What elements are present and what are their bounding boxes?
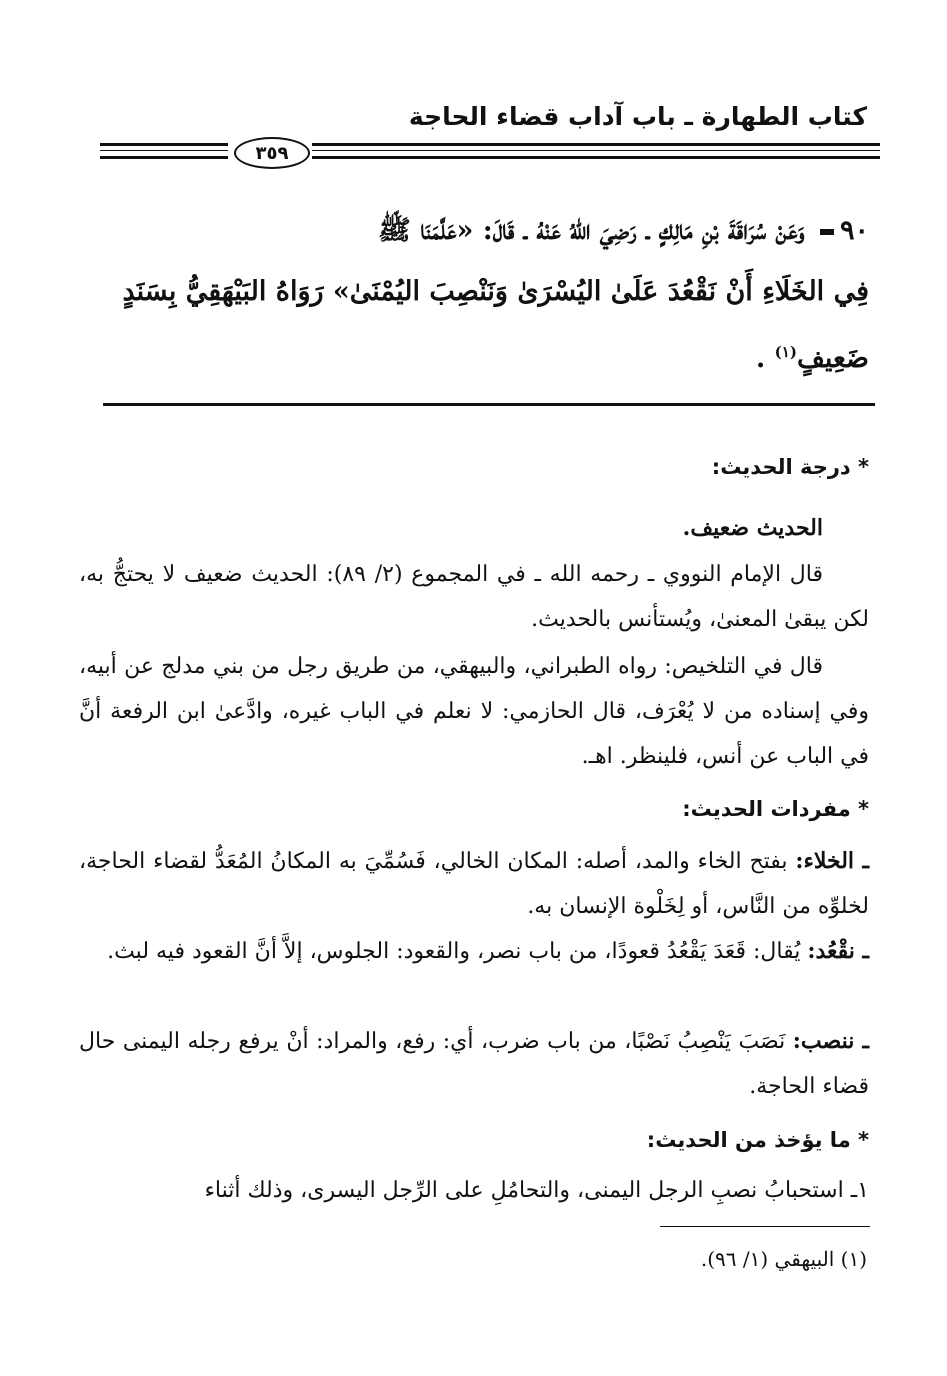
vocab-term: ـ الخلاء: (795, 848, 869, 874)
vocab-item-khala (79, 839, 869, 929)
grade-paragraph-1: قال الإمام النووي ـ رحمه الله ـ في المجموع (٢/ ٨٩): الحديث ضعيف لا يحتجُّ به، لكن يبقىٰ المعنىٰ، ويُستأنس بالحديث. (79, 562, 869, 632)
vocab-definition: نَصَبَ يَنْصِبُ نَصْبًا، من باب ضرب، أي: رفع، والمراد: أنْ يرفع رجله اليمنى حال قضاء الحاجة. (79, 1029, 869, 1099)
hadith-line-1 (69, 200, 869, 261)
page-number: ٣٥٩ (234, 137, 310, 169)
vocab-heading: * مفردات الحديث: (682, 797, 869, 821)
header-rule (100, 136, 880, 166)
running-title: كتاب الطهارة ـ باب آداب قضاء الحاجة (408, 102, 867, 131)
hadith-line-3 (69, 322, 869, 389)
hadith-text-line-3: ضَعِيفٍ (796, 343, 869, 374)
lessons-heading: * ما يؤخذ من الحديث: (646, 1128, 869, 1152)
vocab-definition: يُقال: قَعَدَ يَقْعُدُ قعودًا، من باب نصر، والقعود: الجلوس، إلاَّ أنَّ القعود فيه لبث. (107, 939, 808, 964)
hadith-text-line-2: فِي الخَلَاءِ أَنْ نَقْعُدَ عَلَىٰ اليُسْرَىٰ وَنَنْصِبَ اليُمْنَىٰ» رَوَاهُ البَيْهَقِيُّ بِسَنَدٍ (122, 276, 869, 307)
hadith-text-line-1: وَعَنْ سُرَاقَةَ بْنِ مَالِكٍ ـ رَضِيَ اللهُ عَنْهُ ـ قَالَ: «عَلَّمَنَا ﷺ (378, 215, 805, 246)
grade-verdict: الحديث ضعيف. (682, 515, 823, 541)
hadith-text (69, 200, 869, 389)
hadith-number: ٩٠ (839, 215, 869, 246)
footnote-reference: (١) (774, 343, 797, 361)
vocab-item-naqud (79, 929, 869, 974)
footnote-rule (660, 1226, 870, 1227)
hadith-end-mark: . (755, 343, 766, 374)
lessons-item-1: ١ـ استحبابُ نصبِ الرجل اليمنى، والتحامُلِ على الرِّجل اليسرى، وذلك أثناء (204, 1178, 869, 1203)
grade-paragraph-2: قال في التلخيص: رواه الطبراني، والبيهقي، من طريق رجل من بني مدلج عن أبيه، وفي إسناده من لا يُعْرَف، قال الحازمي: لا نعلم في الباب غيره، وادَّعىٰ ابن الرفعة أنَّ في الباب عن أنس، فلينظر. اهـ. (79, 654, 869, 769)
separator-rule (103, 403, 875, 406)
vocab-term: ـ ننصب: (792, 1028, 869, 1054)
number-dash (820, 229, 834, 235)
vocab-term: ـ نقْعُد: (807, 938, 869, 964)
grade-heading: * درجة الحديث: (711, 455, 869, 479)
vocab-definition: بفتح الخاء والمد، أصله: المكان الخالي، فَسُمِّيَ به المكانُ المُعَدُّ لقضاء الحاجة، لخلوِّه من النَّاس، أو لِخَلْوة الإنسان به. (79, 849, 869, 919)
footnote: (١) البيهقي (١/ ٩٦). (700, 1247, 867, 1271)
vocab-item-nansib (79, 1019, 869, 1109)
